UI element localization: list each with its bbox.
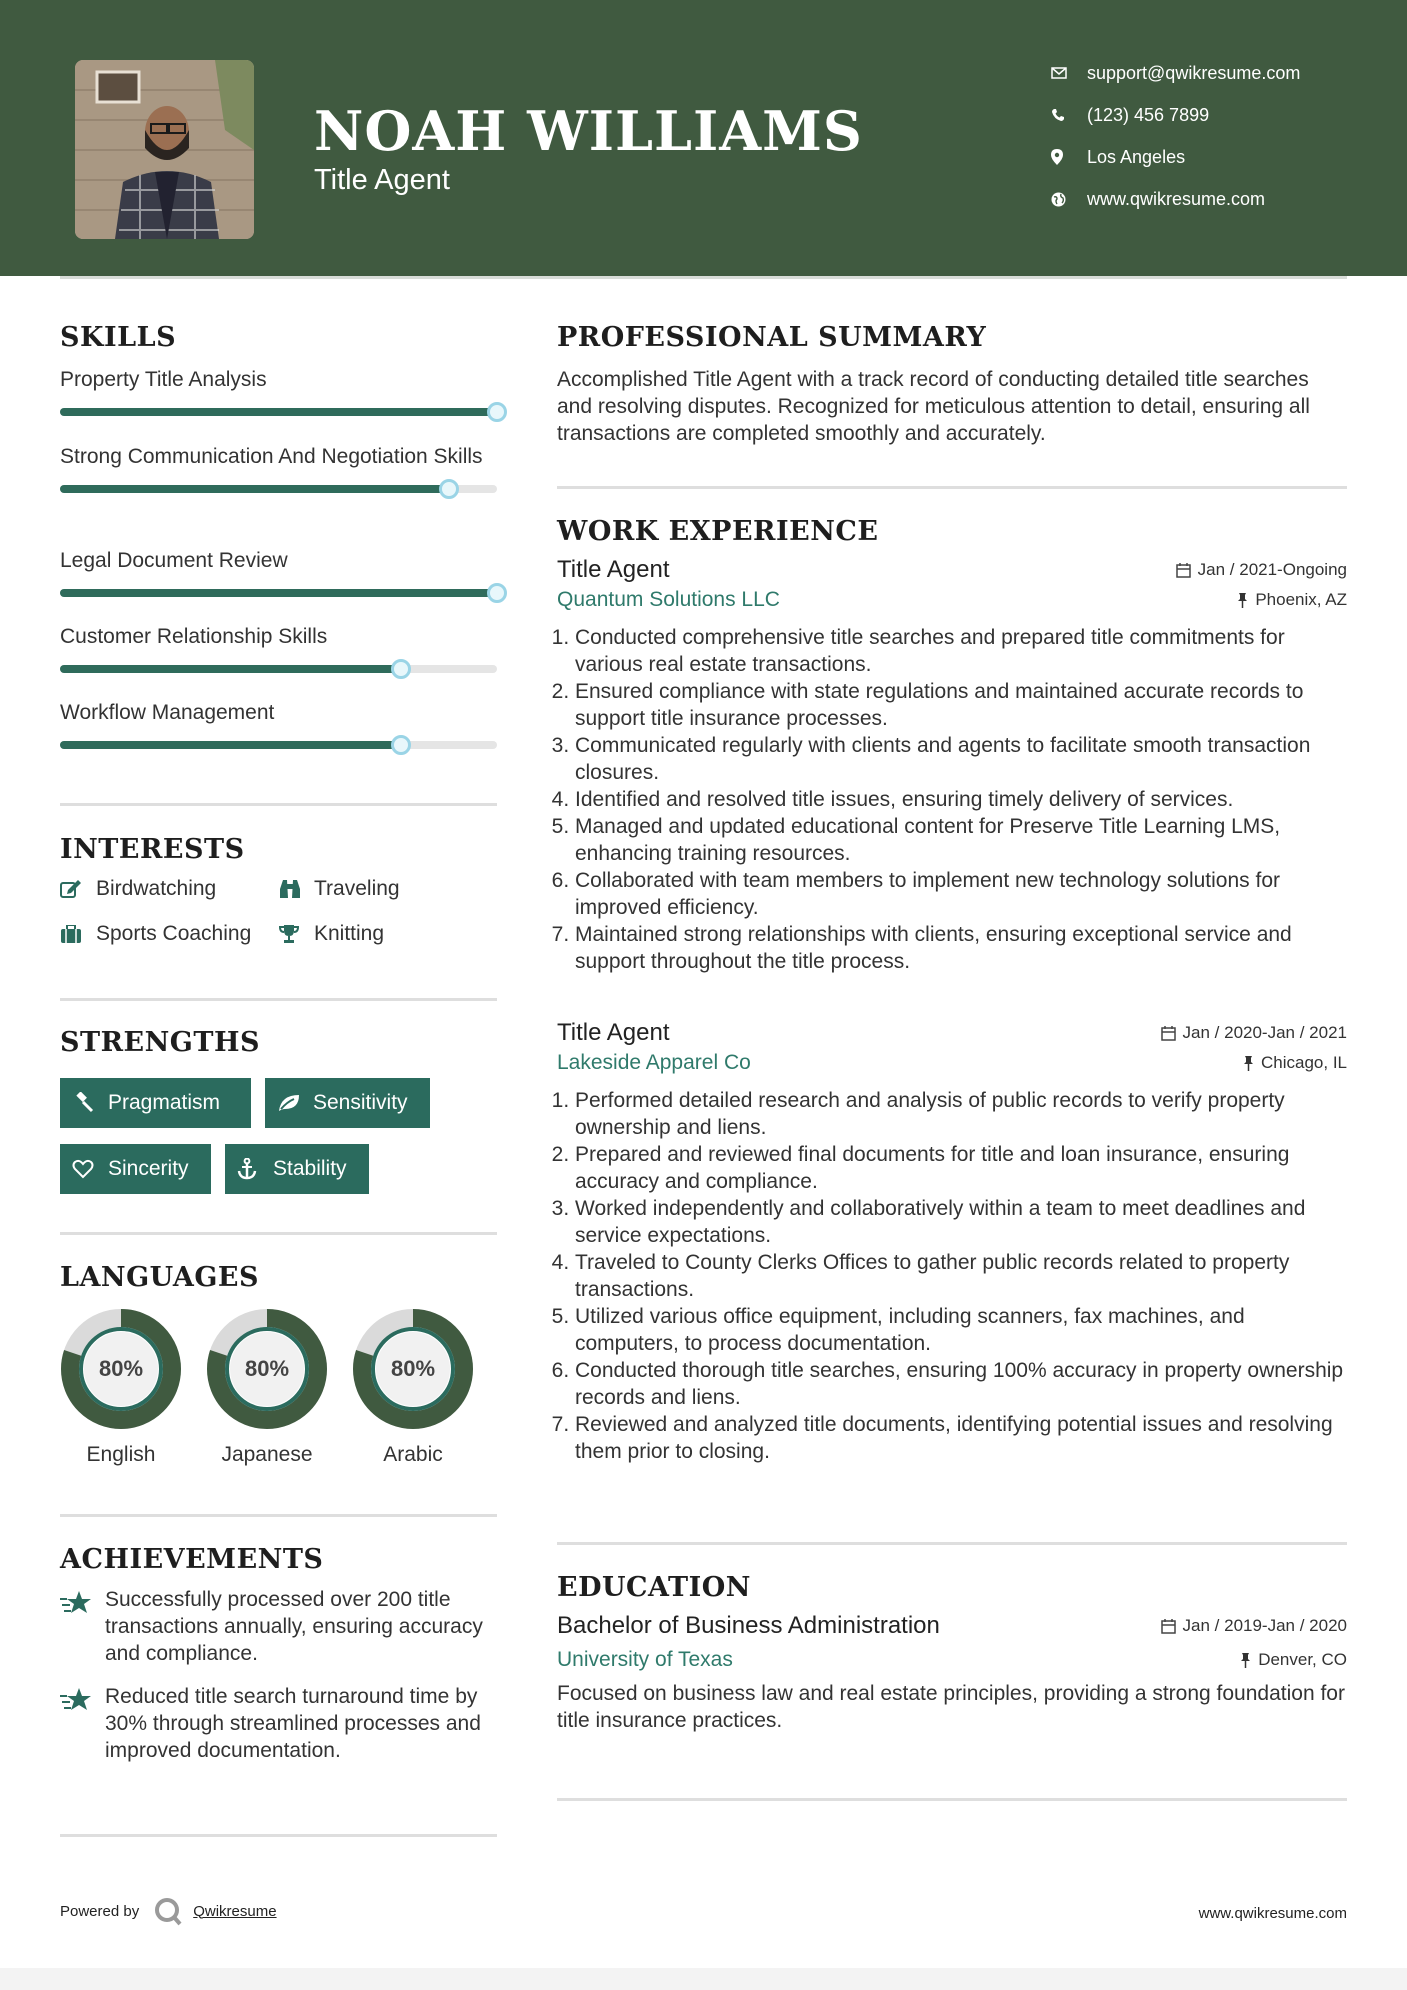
phone-icon (1051, 108, 1087, 122)
job-date-text: Jan / 2020-Jan / 2021 (1182, 1023, 1347, 1042)
language-item (352, 1308, 474, 1467)
language-ring (206, 1308, 328, 1430)
duty-item: 2. Prepared and reviewed final documents for title and loan insurance, ensuring accuracy and compliance. (575, 1141, 1347, 1195)
heart-icon (72, 1159, 108, 1179)
strength-tag (60, 1144, 211, 1194)
strength-tag (225, 1144, 369, 1194)
duty-item: 5. Utilized various office equipment, including scanners, fax machines, and computers, to process documentation. (575, 1303, 1347, 1357)
section-divider (557, 1798, 1347, 1801)
skill-name: Customer Relationship Skills (60, 625, 328, 648)
binoculars-icon (278, 879, 314, 899)
duty-item: 1. Performed detailed research and analysis of public records to verify property ownership and liens. (575, 1087, 1347, 1141)
job-location (1243, 1053, 1347, 1073)
strength-tag (265, 1078, 430, 1128)
globe-icon (1051, 192, 1087, 207)
skill-bar (60, 485, 497, 493)
star-badge-icon (60, 1586, 105, 1667)
achievement-item (60, 1683, 497, 1764)
candidate-title: Title Agent (314, 164, 450, 196)
skill-item (60, 443, 497, 493)
duty-item: 4. Traveled to County Clerks Offices to gather public records related to property transactions. (575, 1249, 1347, 1303)
experience-heading: WORK EXPERIENCE (557, 516, 879, 547)
strength-label: Sincerity (108, 1157, 189, 1180)
job-entry (557, 1017, 1347, 1465)
school-name: University of Texas (557, 1648, 733, 1671)
job-location (1237, 590, 1347, 610)
language-name: Arabic (383, 1443, 443, 1466)
interest-item (60, 922, 251, 946)
interest-item (278, 877, 400, 901)
duty-item: 2. Ensured compliance with state regulations and maintained accurate records to support title insurance processes. (575, 678, 1347, 732)
job-location-text: Phoenix, AZ (1255, 590, 1347, 609)
achievement-item (60, 1586, 497, 1667)
skill-name: Workflow Management (60, 701, 275, 724)
experience-section (557, 512, 1347, 1463)
duty-item: 6. Conducted thorough title searches, ensuring 100% accuracy in property ownership records and liens. (575, 1357, 1347, 1411)
education-location (1240, 1650, 1347, 1670)
anchor-icon (237, 1158, 273, 1180)
interests-section (60, 830, 497, 950)
duty-item: 7. Reviewed and analyzed title documents, identifying potential issues and resolving them prior to closing. (575, 1411, 1347, 1465)
duty-item: 3. Worked independently and collaboratively within a team to meet deadlines and service expectations. (575, 1195, 1347, 1249)
envelope-icon (1051, 67, 1087, 79)
company-name: Quantum Solutions LLC (557, 588, 780, 611)
star-badge-icon (60, 1683, 105, 1764)
company-name: Lakeside Apparel Co (557, 1051, 751, 1074)
section-divider (557, 1542, 1347, 1545)
leaf-icon (277, 1093, 313, 1113)
candidate-name: NOAH WILLIAMS (314, 99, 863, 163)
job-title: Title Agent (557, 556, 670, 583)
job-entry (557, 554, 1347, 975)
skill-item (60, 547, 497, 597)
calendar-icon (1176, 563, 1191, 578)
interest-label: Birdwatching (96, 877, 217, 900)
skill-bar-fill (60, 665, 401, 673)
skill-bar-fill (60, 741, 401, 749)
footer-website[interactable]: www.qwikresume.com (1198, 1905, 1347, 1922)
languages-section (60, 1258, 497, 1466)
contact-list (1051, 52, 1300, 220)
contact-location (1051, 136, 1300, 178)
section-divider (60, 998, 497, 1001)
education-heading: EDUCATION (557, 1572, 751, 1603)
skill-bar (60, 741, 497, 749)
language-percent: 80% (98, 1356, 144, 1381)
skill-bar-knob (439, 479, 459, 499)
duty-item: 6. Collaborated with team members to implement new technology solutions for improved efficiency. (575, 867, 1347, 921)
skill-bar (60, 589, 497, 597)
skill-name: Legal Document Review (60, 549, 288, 572)
languages-heading: LANGUAGES (60, 1262, 259, 1293)
gavel-icon (72, 1092, 108, 1114)
edit-icon (60, 879, 96, 899)
job-title: Title Agent (557, 1019, 670, 1046)
language-name: Japanese (221, 1443, 313, 1466)
interest-label: Traveling (314, 877, 400, 900)
strength-label: Sensitivity (313, 1091, 408, 1114)
job-date (1176, 560, 1347, 580)
skill-item (60, 366, 497, 416)
brand-link[interactable]: Qwikresume (193, 1902, 277, 1920)
briefcase-icon (60, 925, 96, 943)
language-name: English (86, 1443, 156, 1466)
summary-section (557, 318, 1347, 447)
skill-bar (60, 665, 497, 673)
calendar-icon (1161, 1026, 1176, 1041)
job-date-text: Jan / 2021-Ongoing (1197, 560, 1347, 579)
education-date (1161, 1616, 1347, 1636)
interests-heading: INTERESTS (60, 834, 245, 865)
achievement-text: Successfully processed over 200 title transactions annually, ensuring accuracy and compliance. (105, 1588, 483, 1665)
strength-label: Stability (273, 1157, 347, 1180)
skill-bar-knob (487, 583, 507, 603)
skill-item (60, 699, 497, 749)
language-percent: 80% (390, 1356, 436, 1381)
pushpin-icon (1243, 1056, 1254, 1071)
contact-phone-text: (123) 456 7899 (1087, 104, 1210, 125)
language-item (60, 1308, 182, 1467)
education-section (557, 1568, 1347, 1734)
interest-label: Sports Coaching (96, 922, 252, 945)
duty-list (557, 624, 1347, 975)
language-percent: 80% (244, 1356, 290, 1381)
language-ring (60, 1308, 182, 1430)
section-divider (557, 486, 1347, 489)
education-location-text: Denver, CO (1258, 1650, 1347, 1669)
interest-label: Knitting (314, 922, 385, 945)
header-divider (60, 276, 1347, 279)
skill-name: Strong Communication And Negotiation Skills (60, 445, 483, 468)
language-item (206, 1308, 328, 1467)
degree-title: Bachelor of Business Administration (557, 1612, 940, 1639)
contact-email-text: support@qwikresume.com (1087, 62, 1301, 83)
pushpin-icon (1237, 593, 1248, 608)
skill-bar-knob (391, 659, 411, 679)
job-location-text: Chicago, IL (1261, 1053, 1347, 1072)
duty-item: 1. Conducted comprehensive title searches and prepared title commitments for various real estate transactions. (575, 624, 1347, 678)
language-ring (352, 1308, 474, 1430)
skill-bar-fill (60, 485, 449, 493)
duty-item: 7. Maintained strong relationships with clients, ensuring exceptional service and support throughout the title process. (575, 921, 1347, 975)
contact-email[interactable] (1051, 52, 1300, 94)
section-divider (60, 1834, 497, 1837)
interest-item (278, 922, 384, 946)
contact-phone[interactable] (1051, 94, 1300, 136)
footer-powered-by (60, 1896, 277, 1926)
section-divider (60, 803, 497, 806)
summary-heading: PROFESSIONAL SUMMARY (557, 322, 987, 353)
skills-section (60, 318, 497, 724)
map-pin-icon (1051, 149, 1087, 165)
section-divider (60, 1514, 497, 1517)
duty-item: 4. Identified and resolved title issues, ensuring timely delivery of services. (575, 786, 1347, 813)
trophy-icon (278, 924, 314, 944)
profile-photo (75, 60, 254, 239)
contact-location-text: Los Angeles (1087, 146, 1186, 167)
achievements-heading: ACHIEVEMENTS (60, 1544, 324, 1575)
skill-bar (60, 408, 497, 416)
education-date-text: Jan / 2019-Jan / 2020 (1182, 1616, 1347, 1635)
strength-label: Pragmatism (108, 1091, 221, 1114)
contact-website-text: www.qwikresume.com (1087, 188, 1266, 209)
pushpin-icon (1240, 1653, 1251, 1668)
qwikresume-logo-icon (153, 1896, 183, 1926)
interest-item (60, 877, 216, 901)
bottom-strip (0, 1968, 1407, 1990)
strengths-heading: STRENGTHS (60, 1027, 260, 1058)
contact-website[interactable] (1051, 178, 1300, 220)
education-description: Focused on business law and real estate principles, providing a strong foundation for title insurance practices. (557, 1682, 1345, 1732)
skill-bar-knob (487, 402, 507, 422)
duty-item: 3. Communicated regularly with clients and agents to facilitate smooth transaction closures. (575, 732, 1347, 786)
duty-item: 5. Managed and updated educational content for Preserve Title Learning LMS, enhancing training resources. (575, 813, 1347, 867)
strength-tag (60, 1078, 251, 1128)
achievement-text: Reduced title search turnaround time by 30% through streamlined processes and improved documentation. (105, 1685, 481, 1762)
job-date (1161, 1023, 1347, 1043)
duty-list (557, 1087, 1347, 1465)
skill-bar-fill (60, 589, 497, 597)
skill-bar-knob (391, 735, 411, 755)
section-divider (60, 1232, 497, 1235)
strengths-section (60, 1023, 497, 1193)
achievements-section (60, 1540, 497, 1800)
skill-item (60, 623, 497, 673)
skill-name: Property Title Analysis (60, 368, 267, 391)
powered-by-label: Powered by (60, 1902, 140, 1920)
skill-bar-fill (60, 408, 497, 416)
calendar-icon (1161, 1619, 1176, 1634)
skills-heading: SKILLS (60, 322, 177, 353)
summary-text: Accomplished Title Agent with a track record of conducting detailed title searches and resolving disputes. Recognized for meticulous attention to detail, ensuring all transactions are completed smoothly and accurately. (557, 368, 1310, 445)
